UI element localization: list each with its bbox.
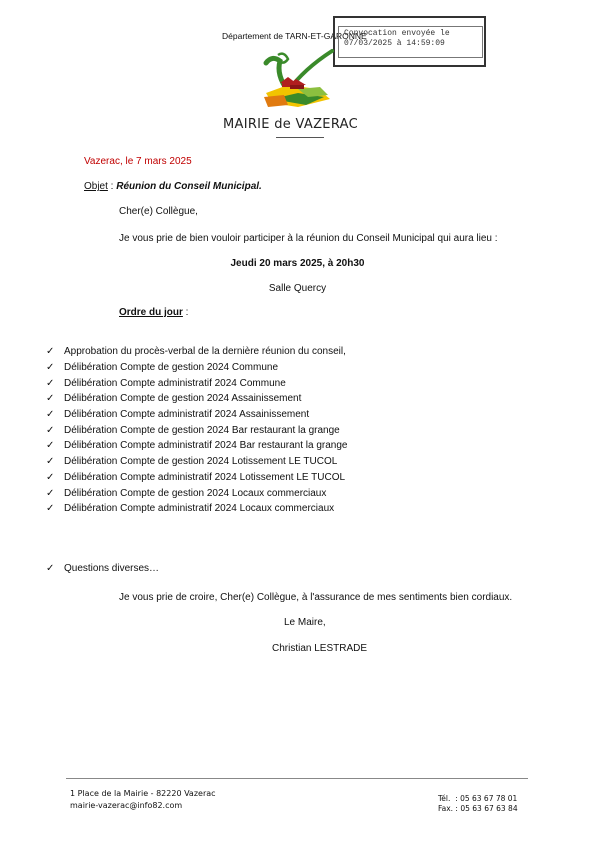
footer-email: mairie-vazerac@info82.com	[70, 801, 183, 810]
list-item	[46, 485, 348, 501]
vazerac-logo-icon	[258, 45, 348, 115]
agenda-item-text: Délibération Compte administratif 2024 Bar restaurant la grange	[64, 440, 348, 452]
list-item	[46, 375, 348, 391]
footer-fax: Fax. : 05 63 67 63 84	[438, 804, 518, 813]
checkmark-icon: ✓	[46, 346, 55, 358]
list-item	[46, 501, 348, 517]
agenda-item-text: Délibération Compte de gestion 2024 Commune	[64, 362, 279, 374]
mairie-underline	[276, 137, 324, 138]
checkmark-icon: ✓	[46, 563, 55, 574]
subject-label: Objet	[84, 181, 108, 192]
checkmark-icon: ✓	[46, 362, 55, 374]
letter-subject	[84, 181, 262, 192]
checkmark-icon: ✓	[46, 409, 55, 421]
checkmark-icon: ✓	[46, 487, 55, 499]
agenda-item-text: Délibération Compte de gestion 2024 Lotissement LE TUCOL	[64, 456, 338, 468]
list-item	[46, 470, 348, 486]
stamp-line-2: 07/03/2025 à 14:59:09	[344, 39, 445, 48]
agenda-item-text: Délibération Compte de gestion 2024 Assainissement	[64, 393, 302, 405]
meeting-place: Salle Quercy	[268, 283, 327, 294]
checkmark-icon: ✓	[46, 393, 55, 405]
footer-phone: Tél. : 05 63 67 78 01	[438, 794, 518, 803]
checkmark-icon: ✓	[46, 377, 55, 389]
subject-value: Réunion du Conseil Municipal.	[116, 181, 262, 192]
signer-name: Christian LESTRADE	[272, 643, 368, 654]
questions-diverses	[46, 563, 159, 574]
signer-title: Le Maire,	[284, 617, 326, 628]
agenda-list	[46, 344, 348, 517]
closing-text: Je vous prie de croire, Cher(e) Collègue, à l'assurance de mes sentiments bien cordiaux.	[119, 592, 513, 603]
agenda-item-text: Délibération Compte de gestion 2024 Locaux commerciaux	[64, 487, 327, 499]
department-name: Département de TARN-ET-GARONNE	[222, 31, 367, 41]
agenda-title	[119, 307, 188, 318]
footer-address: 1 Place de la Mairie - 82220 Vazerac	[70, 789, 216, 798]
checkmark-icon: ✓	[46, 456, 55, 468]
list-item	[46, 454, 348, 470]
list-item	[46, 344, 348, 360]
list-item	[46, 407, 348, 423]
convocation-stamp	[333, 16, 486, 67]
agenda-item-text: Délibération Compte administratif 2024 Assainissement	[64, 409, 310, 421]
checkmark-icon: ✓	[46, 503, 55, 515]
agenda-item-text: Délibération Compte administratif 2024 Commune	[64, 377, 286, 389]
checkmark-icon: ✓	[46, 440, 55, 452]
list-item	[46, 438, 348, 454]
list-item	[46, 360, 348, 376]
divers-text: Questions diverses…	[64, 563, 160, 574]
agenda-title-colon: :	[182, 307, 189, 318]
agenda-item-text: Délibération Compte de gestion 2024 Bar restaurant la grange	[64, 424, 340, 436]
footer-divider	[66, 778, 528, 779]
list-item	[46, 391, 348, 407]
list-item	[46, 422, 348, 438]
checkmark-icon: ✓	[46, 471, 55, 483]
salutation: Cher(e) Collègue,	[119, 206, 198, 217]
checkmark-icon: ✓	[46, 424, 55, 436]
letter-date: Vazerac, le 7 mars 2025	[84, 156, 192, 167]
agenda-item-text: Approbation du procès-verbal de la dernière réunion du conseil,	[64, 346, 346, 358]
stamp-line-1: Convocation envoyée le	[344, 29, 450, 38]
agenda-title-label: Ordre du jour	[119, 307, 183, 318]
meeting-date: Jeudi 20 mars 2025, à 20h30	[230, 258, 365, 269]
stamp-text-box	[338, 26, 483, 58]
subject-separator: :	[107, 181, 117, 192]
mairie-name: MAIRIE de VAZERAC	[223, 117, 358, 132]
intro-text: Je vous prie de bien vouloir participer à la réunion du Conseil Municipal qui aura lieu :	[119, 233, 498, 244]
agenda-item-text: Délibération Compte administratif 2024 Locaux commerciaux	[64, 503, 335, 515]
agenda-item-text: Délibération Compte administratif 2024 Lotissement LE TUCOL	[64, 471, 346, 483]
